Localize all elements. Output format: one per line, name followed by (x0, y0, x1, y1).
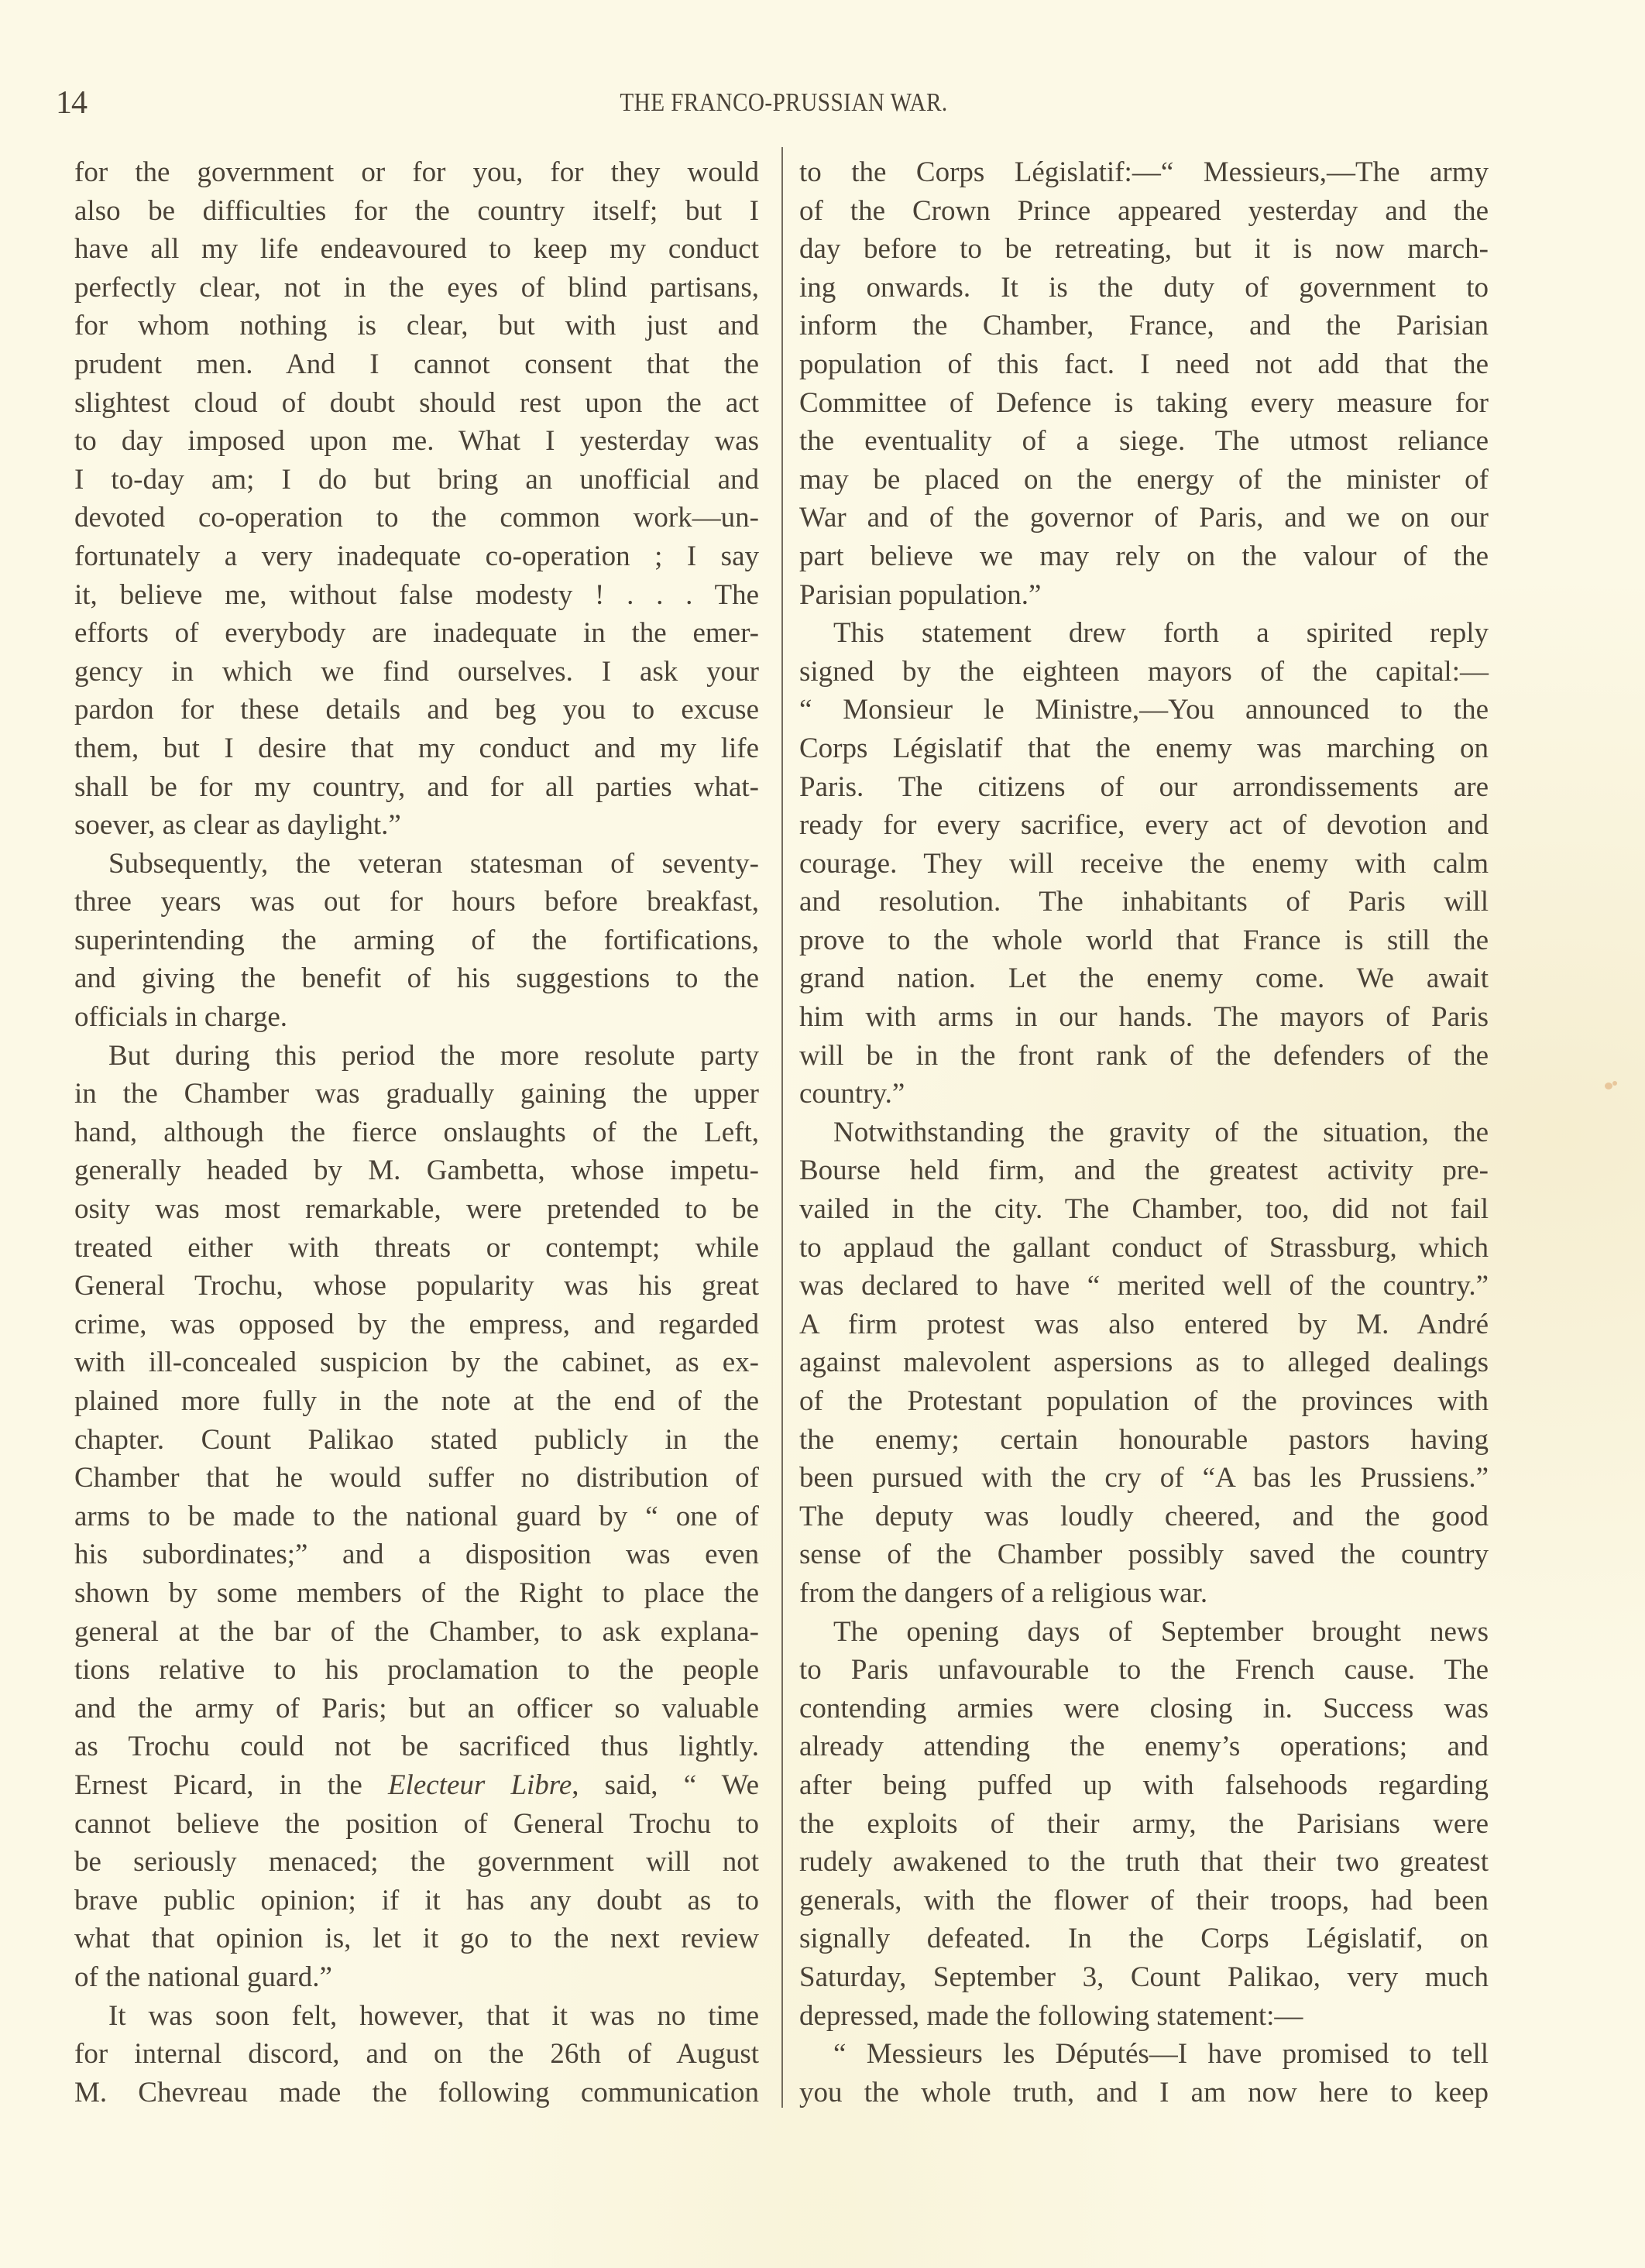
text-line: the exploits of their army, the Parisians were (799, 1807, 1489, 1840)
text-line: cannot believe the position of General Trochu to (74, 1807, 759, 1840)
text-line: signed by the eighteen mayors of the capital:— (799, 655, 1489, 688)
text-line: shall be for my country, and for all parties what- (74, 770, 759, 803)
text-line: General Trochu, whose popularity was his great (74, 1270, 759, 1302)
text-line: after being puffed up with falsehoods regarding (799, 1769, 1489, 1801)
text-line: inform the Chamber, France, and the Parisian (799, 310, 1489, 342)
text-line: vailed in the city. The Chamber, too, did not fail (799, 1193, 1489, 1226)
text-line: brave public opinion; if it has any doubt as to (74, 1884, 759, 1916)
text-line: part believe we may rely on the valour of the (799, 540, 1489, 572)
text-line: fortunately a very inadequate co-operation ; I say (74, 540, 759, 572)
text-line: perfectly clear, not in the eyes of blind partisans, (74, 271, 759, 304)
text-line: A firm protest was also entered by M. André (799, 1308, 1489, 1340)
text-line: pardon for these details and beg you to excuse (74, 694, 759, 726)
paragraph-start-line: This statement drew forth a spirited reply (833, 617, 1489, 650)
text-line: gency in which we find ourselves. I ask your (74, 655, 759, 688)
text-line: prove to the whole world that France is still the (799, 924, 1489, 956)
left-column (74, 153, 759, 2112)
text-line: general at the bar of the Chamber, to ask explana- (74, 1615, 759, 1648)
text-line: Saturday, September 3, Count Palikao, very much (799, 1961, 1489, 1993)
text-line: Paris. The citizens of our arrondissements are (799, 770, 1489, 803)
text-line: grand nation. Let the enemy come. We await (799, 962, 1489, 995)
text-line: Committee of Defence is taking every measure for (799, 386, 1489, 419)
text-line: for the government or for you, for they would (74, 156, 759, 188)
text-line: chapter. Count Palikao stated publicly in the (74, 1423, 759, 1456)
text-line: from the dangers of a religious war. (799, 1577, 1208, 1609)
text-line: I to-day am; I do but bring an unofficial and (74, 463, 759, 496)
text-line: hand, although the fierce onslaughts of the Left, (74, 1116, 759, 1148)
text-line: have all my life endeavoured to keep my conduct (74, 233, 759, 266)
text-line: of the Crown Prince appeared yesterday and the (799, 194, 1489, 227)
text-line: to the Corps Législatif:—“ Messieurs,—The army (799, 156, 1489, 188)
text-line: signally defeated. In the Corps Législatif, on (799, 1923, 1489, 1955)
text-line: day before to be retreating, but it is now march- (799, 233, 1489, 266)
text-line: sense of the Chamber possibly saved the country (799, 1539, 1489, 1571)
text-line: efforts of everybody are inadequate in the emer- (74, 617, 759, 650)
text-line: for internal discord, and on the 26th of August (74, 2038, 759, 2071)
page-number: 14 (56, 85, 87, 121)
text-line: you the whole truth, and I am now here to keep (799, 2076, 1489, 2108)
text-line: “ Monsieur le Ministre,—You announced to the (799, 694, 1489, 726)
text-line: was declared to have “ merited well of the country.” (799, 1270, 1489, 1302)
text-line: shown by some members of the Right to place the (74, 1577, 759, 1609)
text-line: to applaud the gallant conduct of Strassburg, which (799, 1231, 1489, 1264)
text-line: and giving the benefit of his suggestions to the (74, 962, 759, 995)
text-line-with-italic (74, 1766, 759, 1805)
text-line: Chamber that he would suffer no distribution of (74, 1462, 759, 1494)
text-line: superintending the arming of the fortifications, (74, 924, 759, 956)
text-line: slightest cloud of doubt should rest upon the act (74, 386, 759, 419)
text-line: for whom nothing is clear, but with just and (74, 310, 759, 342)
text-line: arms to be made to the national guard by “ one of (74, 1500, 759, 1532)
text-line: what that opinion is, let it go to the next review (74, 1923, 759, 1955)
paper-stain (1605, 1083, 1612, 1089)
paragraph-start-line: It was soon felt, however, that it was no time (108, 1999, 759, 2032)
text-line: Parisian population.” (799, 578, 1042, 611)
text-line: as Trochu could not be sacrificed thus lightly. (74, 1731, 759, 1763)
text-line: of the national guard.” (74, 1961, 332, 1993)
text-line: country.” (799, 1078, 905, 1110)
running-title: THE FRANCO-PRUSSIAN WAR. (620, 88, 948, 117)
text-line: War and of the governor of Paris, and we on our (799, 502, 1489, 534)
text-line: and resolution. The inhabitants of Paris will (799, 886, 1489, 918)
text-line: Bourse held firm, and the greatest activity pre- (799, 1155, 1489, 1187)
paragraph-start-line: The opening days of September brought news (833, 1615, 1489, 1648)
text-line: officials in charge. (74, 1001, 288, 1034)
text-line: depressed, made the following statement:— (799, 1999, 1303, 2032)
text-line: may be placed on the energy of the minister of (799, 463, 1489, 496)
text-line: treated either with threats or contempt; while (74, 1231, 759, 1264)
text-line: and the army of Paris; but an officer so valuable (74, 1692, 759, 1724)
newspaper-title: Electeur Libre (387, 1769, 572, 1801)
right-column (799, 153, 1489, 2112)
text-line: rudely awakened to the truth that their two greatest (799, 1846, 1489, 1879)
text-line: been pursued with the cry of “A bas les Prussiens.” (799, 1462, 1489, 1494)
text-line: M. Chevreau made the following communication (74, 2076, 759, 2108)
paragraph-start-line: Subsequently, the veteran statesman of seventy- (108, 847, 759, 880)
text-line: the enemy; certain honourable pastors having (799, 1423, 1489, 1456)
text-line: in the Chamber was gradually gaining the upper (74, 1078, 759, 1110)
text-line: ready for every sacrifice, every act of devotion and (799, 809, 1489, 842)
text-line: also be difficulties for the country itself; but I (74, 194, 759, 227)
text-line: with ill-concealed suspicion by the cabinet, as ex- (74, 1347, 759, 1379)
text-line: osity was most remarkable, were pretended to be (74, 1193, 759, 1226)
text-line: him with arms in our hands. The mayors of Paris (799, 1001, 1489, 1034)
text-line: of the Protestant population of the provinces with (799, 1385, 1489, 1417)
text-line: his subordinates;” and a disposition was even (74, 1539, 759, 1571)
text-line: Corps Législatif that the enemy was marching on (799, 732, 1489, 764)
text-line: prudent men. And I cannot consent that the (74, 348, 759, 380)
text-segment: , said, “ We (572, 1769, 760, 1801)
column-divider (781, 147, 783, 2108)
text-line: be seriously menaced; the government will not (74, 1846, 759, 1879)
text-line: tions relative to his proclamation to the people (74, 1654, 759, 1686)
paragraph-start-line: “ Messieurs les Députés—I have promised to tell (833, 2038, 1489, 2071)
text-line: against malevolent aspersions as to alleged dealings (799, 1347, 1489, 1379)
text-line: three years was out for hours before breakfast, (74, 886, 759, 918)
text-line: courage. They will receive the enemy with calm (799, 847, 1489, 880)
text-line: The deputy was loudly cheered, and the good (799, 1500, 1489, 1532)
text-line: ing onwards. It is the duty of government to (799, 271, 1489, 304)
text-line: will be in the front rank of the defenders of the (799, 1039, 1489, 1072)
text-line: to Paris unfavourable to the French cause. The (799, 1654, 1489, 1686)
text-line: already attending the enemy’s operations; and (799, 1731, 1489, 1763)
text-line: them, but I desire that my conduct and my life (74, 732, 759, 764)
paper-stain (1612, 1081, 1617, 1086)
text-line: the eventuality of a siege. The utmost reliance (799, 425, 1489, 458)
text-line: soever, as clear as daylight.” (74, 809, 401, 842)
text-line: devoted co-operation to the common work—un- (74, 502, 759, 534)
text-line: population of this fact. I need not add that the (799, 348, 1489, 380)
paragraph-start-line: But during this period the more resolute party (108, 1039, 759, 1072)
running-head (56, 84, 1512, 122)
text-line: plained more fully in the note at the end of the (74, 1385, 759, 1417)
text-line: contending armies were closing in. Success was (799, 1692, 1489, 1724)
text-line: crime, was opposed by the empress, and regarded (74, 1308, 759, 1340)
text-segment: Ernest Picard, in the (74, 1769, 362, 1801)
text-line: generally headed by M. Gambetta, whose impetu- (74, 1155, 759, 1187)
text-line: to day imposed upon me. What I yesterday was (74, 425, 759, 458)
paragraph-start-line: Notwithstanding the gravity of the situation, the (833, 1116, 1489, 1148)
text-line: generals, with the flower of their troops, had been (799, 1884, 1489, 1916)
text-line: it, believe me, without false modesty ! . . . The (74, 578, 759, 611)
